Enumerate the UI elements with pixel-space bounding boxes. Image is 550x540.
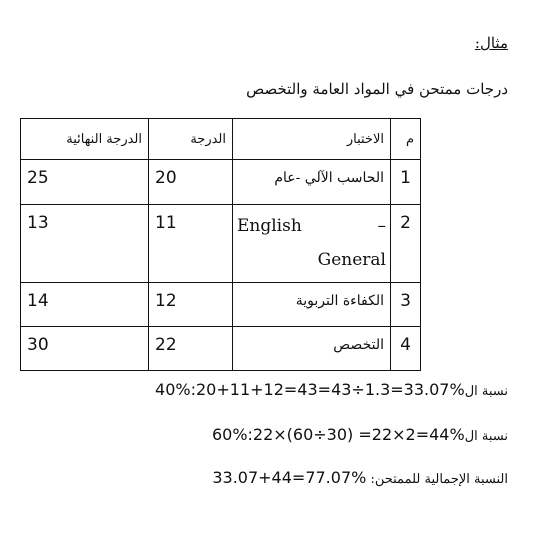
calculation-40-percent [155, 380, 508, 399]
example-heading: مثال: [474, 34, 508, 52]
header-grade: الدرجة [149, 119, 233, 160]
row-grade: 22 [149, 327, 233, 371]
row-final: 25 [21, 160, 149, 205]
subject-dash: – [377, 216, 386, 236]
row-index: 3 [391, 283, 421, 327]
grades-table [20, 118, 421, 371]
calculation-60-percent [212, 425, 508, 444]
header-final-grade: الدرجة النهائية [21, 119, 149, 160]
header-index: م [391, 119, 421, 160]
row-grade: 11 [149, 205, 233, 283]
table-row [21, 283, 421, 327]
row-index: 4 [391, 327, 421, 371]
row-grade: 20 [149, 160, 233, 205]
table-row [21, 205, 421, 283]
calc-label: نسبة ال [464, 429, 508, 444]
calc-label: نسبة ال [464, 384, 508, 399]
subject-general-word: General [317, 250, 386, 270]
row-subject [233, 205, 391, 283]
calc-label: النسبة الإجمالية للممتحن: [370, 472, 508, 487]
calc-formula: 60%:22×(60÷30) =22×2=44% [211, 425, 465, 444]
row-subject: الحاسب الآلي -عام [233, 160, 391, 205]
row-subject: الكفاءة التربوية [233, 283, 391, 327]
calculation-total [212, 468, 508, 487]
table-header-row [21, 119, 421, 160]
table-row [21, 160, 421, 205]
row-index: 2 [391, 205, 421, 283]
row-subject: التخصص [233, 327, 391, 371]
calc-formula: 40%:20+11+12=43=43÷1.3=33.07% [155, 380, 465, 399]
row-final: 13 [21, 205, 149, 283]
table-caption: درجات ممتحن في المواد العامة والتخصص [246, 80, 508, 98]
header-test: الاختبار [233, 119, 391, 160]
calc-formula: 33.07+44=77.07% [212, 468, 367, 487]
row-index: 1 [391, 160, 421, 205]
row-grade: 12 [149, 283, 233, 327]
table-row [21, 327, 421, 371]
row-final: 14 [21, 283, 149, 327]
row-final: 30 [21, 327, 149, 371]
subject-english-word: English [237, 216, 302, 236]
